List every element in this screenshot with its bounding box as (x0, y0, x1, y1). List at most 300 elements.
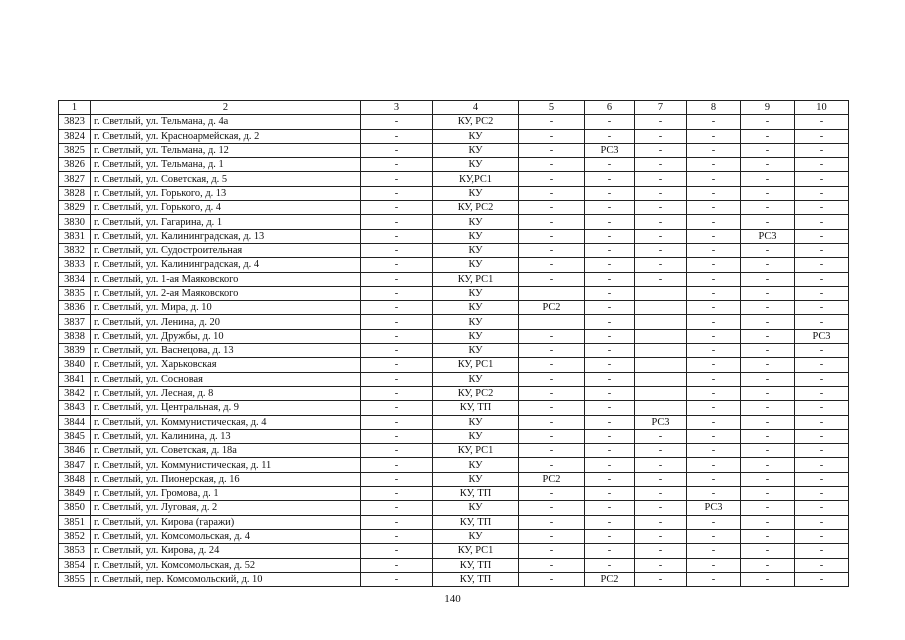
header-cell: 6 (585, 101, 635, 115)
col3-cell: - (361, 501, 433, 515)
col9-cell: - (741, 372, 795, 386)
col10-cell: РС3 (795, 329, 849, 343)
col9-cell: - (741, 301, 795, 315)
col10-cell: - (795, 229, 849, 243)
col4-cell: КУ (433, 415, 519, 429)
col5-cell: - (519, 158, 585, 172)
col7-cell (635, 372, 687, 386)
col4-cell: КУ (433, 158, 519, 172)
col3-cell: - (361, 186, 433, 200)
table-row (59, 158, 849, 172)
header-row (59, 101, 849, 115)
col3-cell: - (361, 429, 433, 443)
col6-cell: - (585, 229, 635, 243)
row-number-cell: 3847 (59, 458, 91, 472)
col5-cell: - (519, 401, 585, 415)
col3-cell: - (361, 529, 433, 543)
col6-cell: - (585, 472, 635, 486)
col7-cell: - (635, 472, 687, 486)
col10-cell: - (795, 315, 849, 329)
address-cell: г. Светлый, ул. Тельмана, д. 12 (91, 143, 361, 157)
col10-cell: - (795, 344, 849, 358)
col8-cell: - (687, 487, 741, 501)
col4-cell: КУ, ТП (433, 401, 519, 415)
col3-cell: - (361, 201, 433, 215)
col3-cell: - (361, 286, 433, 300)
address-cell: г. Светлый, ул. Тельмана, д. 4а (91, 115, 361, 129)
col10-cell: - (795, 186, 849, 200)
col8-cell: - (687, 458, 741, 472)
table-row (59, 515, 849, 529)
col3-cell: - (361, 272, 433, 286)
col9-cell: - (741, 429, 795, 443)
col5-cell: - (519, 358, 585, 372)
col9-cell: - (741, 201, 795, 215)
col4-cell: КУ (433, 344, 519, 358)
col5-cell: - (519, 329, 585, 343)
col7-cell: - (635, 501, 687, 515)
col3-cell: - (361, 143, 433, 157)
table-row (59, 415, 849, 429)
header-cell: 8 (687, 101, 741, 115)
col6-cell: - (585, 358, 635, 372)
col10-cell: - (795, 515, 849, 529)
col10-cell: - (795, 415, 849, 429)
col4-cell: КУ (433, 315, 519, 329)
col3-cell: - (361, 458, 433, 472)
col7-cell (635, 329, 687, 343)
table-row (59, 487, 849, 501)
col4-cell: КУ (433, 501, 519, 515)
col6-cell: - (585, 415, 635, 429)
col10-cell: - (795, 501, 849, 515)
table-row (59, 229, 849, 243)
table-row (59, 558, 849, 572)
col5-cell: - (519, 372, 585, 386)
table-row (59, 186, 849, 200)
row-number-cell: 3824 (59, 129, 91, 143)
col4-cell: КУ, ТП (433, 515, 519, 529)
col10-cell: - (795, 172, 849, 186)
col6-cell: - (585, 129, 635, 143)
header-cell: 10 (795, 101, 849, 115)
row-number-cell: 3832 (59, 243, 91, 257)
col3-cell: - (361, 158, 433, 172)
col7-cell (635, 301, 687, 315)
col8-cell: - (687, 558, 741, 572)
col4-cell: КУ (433, 258, 519, 272)
col3-cell: - (361, 258, 433, 272)
col10-cell: - (795, 458, 849, 472)
col9-cell: - (741, 572, 795, 586)
col6-cell: - (585, 401, 635, 415)
row-number-cell: 3837 (59, 315, 91, 329)
col9-cell: - (741, 558, 795, 572)
col6-cell: - (585, 215, 635, 229)
col9-cell: - (741, 358, 795, 372)
address-cell: г. Светлый, ул. Калининградская, д. 4 (91, 258, 361, 272)
col8-cell: - (687, 386, 741, 400)
row-number-cell: 3829 (59, 201, 91, 215)
col5-cell: - (519, 487, 585, 501)
col5-cell (519, 315, 585, 329)
col7-cell: - (635, 558, 687, 572)
col5-cell: РС2 (519, 472, 585, 486)
table-row (59, 286, 849, 300)
col8-cell: - (687, 429, 741, 443)
col7-cell: - (635, 487, 687, 501)
col4-cell: КУ (433, 186, 519, 200)
row-number-cell: 3835 (59, 286, 91, 300)
header-cell: 2 (91, 101, 361, 115)
col10-cell: - (795, 386, 849, 400)
col7-cell: - (635, 572, 687, 586)
address-cell: г. Светлый, ул. Мира, д. 10 (91, 301, 361, 315)
col4-cell: КУ (433, 243, 519, 257)
col7-cell: - (635, 172, 687, 186)
col3-cell: - (361, 358, 433, 372)
table-row (59, 429, 849, 443)
col7-cell (635, 358, 687, 372)
row-number-cell: 3836 (59, 301, 91, 315)
col6-cell: - (585, 258, 635, 272)
header-cell: 1 (59, 101, 91, 115)
col6-cell: - (585, 515, 635, 529)
col6-cell: - (585, 315, 635, 329)
row-number-cell: 3852 (59, 529, 91, 543)
col7-cell: РС3 (635, 415, 687, 429)
col8-cell: - (687, 286, 741, 300)
col4-cell: КУ, РС2 (433, 386, 519, 400)
col5-cell: - (519, 572, 585, 586)
row-number-cell: 3843 (59, 401, 91, 415)
col3-cell: - (361, 372, 433, 386)
table-row (59, 472, 849, 486)
col4-cell: КУ (433, 129, 519, 143)
address-cell: г. Светлый, ул. Коммунистическая, д. 4 (91, 415, 361, 429)
col7-cell: - (635, 544, 687, 558)
address-cell: г. Светлый, ул. Дружбы, д. 10 (91, 329, 361, 343)
col4-cell: КУ (433, 429, 519, 443)
table-row (59, 329, 849, 343)
col9-cell: - (741, 415, 795, 429)
col10-cell: - (795, 201, 849, 215)
col6-cell: - (585, 329, 635, 343)
address-cell: г. Светлый, ул. Харьковская (91, 358, 361, 372)
table-row (59, 301, 849, 315)
col9-cell: - (741, 143, 795, 157)
col3-cell: - (361, 115, 433, 129)
address-cell: г. Светлый, ул. Кирова, д. 24 (91, 544, 361, 558)
col10-cell: - (795, 558, 849, 572)
address-cell: г. Светлый, ул. Калининградская, д. 13 (91, 229, 361, 243)
col3-cell: - (361, 444, 433, 458)
table-row (59, 258, 849, 272)
header-cell: 7 (635, 101, 687, 115)
col6-cell: - (585, 272, 635, 286)
row-number-cell: 3854 (59, 558, 91, 572)
address-cell: г. Светлый, пер. Комсомольский, д. 10 (91, 572, 361, 586)
col8-cell: - (687, 544, 741, 558)
address-cell: г. Светлый, ул. Горького, д. 4 (91, 201, 361, 215)
col9-cell: - (741, 501, 795, 515)
col4-cell: КУ (433, 229, 519, 243)
col4-cell: КУ, РС1 (433, 444, 519, 458)
col3-cell: - (361, 215, 433, 229)
col6-cell: - (585, 172, 635, 186)
col4-cell: КУ (433, 372, 519, 386)
table-row (59, 386, 849, 400)
col7-cell: - (635, 129, 687, 143)
col8-cell: - (687, 115, 741, 129)
col6-cell: - (585, 429, 635, 443)
col7-cell: - (635, 143, 687, 157)
header-cell: 4 (433, 101, 519, 115)
col5-cell: - (519, 444, 585, 458)
col4-cell: КУ (433, 215, 519, 229)
row-number-cell: 3825 (59, 143, 91, 157)
row-number-cell: 3844 (59, 415, 91, 429)
col9-cell: - (741, 386, 795, 400)
col9-cell: РС3 (741, 229, 795, 243)
col6-cell: - (585, 458, 635, 472)
col7-cell: - (635, 515, 687, 529)
row-number-cell: 3840 (59, 358, 91, 372)
col4-cell: КУ (433, 301, 519, 315)
col6-cell: - (585, 386, 635, 400)
col8-cell: - (687, 372, 741, 386)
col4-cell: КУ, РС2 (433, 201, 519, 215)
col8-cell: - (687, 315, 741, 329)
col8-cell: - (687, 172, 741, 186)
address-cell: г. Светлый, ул. Коммунистическая, д. 11 (91, 458, 361, 472)
col5-cell: - (519, 429, 585, 443)
col9-cell: - (741, 329, 795, 343)
col5-cell: - (519, 415, 585, 429)
table-row (59, 544, 849, 558)
col8-cell: РС3 (687, 501, 741, 515)
row-number-cell: 3830 (59, 215, 91, 229)
row-number-cell: 3848 (59, 472, 91, 486)
col9-cell: - (741, 186, 795, 200)
col5-cell: - (519, 172, 585, 186)
header-cell: 5 (519, 101, 585, 115)
col6-cell: РС2 (585, 572, 635, 586)
col4-cell: КУ, ТП (433, 487, 519, 501)
col8-cell: - (687, 272, 741, 286)
col8-cell: - (687, 229, 741, 243)
address-cell: г. Светлый, ул. Горького, д. 13 (91, 186, 361, 200)
row-number-cell: 3826 (59, 158, 91, 172)
col3-cell: - (361, 472, 433, 486)
col10-cell: - (795, 158, 849, 172)
table-row (59, 243, 849, 257)
address-cell: г. Светлый, ул. Комсомольская, д. 4 (91, 529, 361, 543)
address-cell: г. Светлый, ул. Судостроительная (91, 243, 361, 257)
col6-cell: - (585, 301, 635, 315)
col6-cell: - (585, 243, 635, 257)
col3-cell: - (361, 415, 433, 429)
table-row (59, 201, 849, 215)
col8-cell: - (687, 358, 741, 372)
col7-cell: - (635, 186, 687, 200)
col3-cell: - (361, 386, 433, 400)
data-table (58, 100, 849, 587)
col9-cell: - (741, 315, 795, 329)
table-row (59, 129, 849, 143)
col8-cell: - (687, 529, 741, 543)
col3-cell: - (361, 572, 433, 586)
address-cell: г. Светлый, ул. Гагарина, д. 1 (91, 215, 361, 229)
col7-cell: - (635, 444, 687, 458)
col6-cell: - (585, 501, 635, 515)
col5-cell: - (519, 258, 585, 272)
col3-cell: - (361, 487, 433, 501)
row-number-cell: 3823 (59, 115, 91, 129)
col3-cell: - (361, 544, 433, 558)
col8-cell: - (687, 143, 741, 157)
col9-cell: - (741, 344, 795, 358)
col7-cell: - (635, 215, 687, 229)
col8-cell: - (687, 258, 741, 272)
col4-cell: КУ, РС1 (433, 272, 519, 286)
address-cell: г. Светлый, ул. Громова, д. 1 (91, 487, 361, 501)
row-number-cell: 3849 (59, 487, 91, 501)
col10-cell: - (795, 358, 849, 372)
col5-cell: - (519, 515, 585, 529)
col3-cell: - (361, 301, 433, 315)
col6-cell: - (585, 444, 635, 458)
col4-cell: КУ, РС1 (433, 544, 519, 558)
col10-cell: - (795, 258, 849, 272)
col7-cell: - (635, 458, 687, 472)
address-cell: г. Светлый, ул. Кирова (гаражи) (91, 515, 361, 529)
table-row (59, 344, 849, 358)
col7-cell (635, 315, 687, 329)
col5-cell: - (519, 544, 585, 558)
col7-cell (635, 344, 687, 358)
col3-cell: - (361, 129, 433, 143)
col5-cell: - (519, 386, 585, 400)
address-cell: г. Светлый, ул. Луговая, д. 2 (91, 501, 361, 515)
col5-cell: - (519, 344, 585, 358)
col4-cell: КУ, РС2 (433, 115, 519, 129)
col5-cell: - (519, 229, 585, 243)
col3-cell: - (361, 315, 433, 329)
table-row (59, 315, 849, 329)
row-number-cell: 3831 (59, 229, 91, 243)
col10-cell: - (795, 429, 849, 443)
address-cell: г. Светлый, ул. Лесная, д. 8 (91, 386, 361, 400)
row-number-cell: 3851 (59, 515, 91, 529)
table-row (59, 143, 849, 157)
col5-cell: - (519, 115, 585, 129)
table-row (59, 272, 849, 286)
col8-cell: - (687, 186, 741, 200)
col9-cell: - (741, 129, 795, 143)
col10-cell: - (795, 272, 849, 286)
table-row (59, 572, 849, 586)
col9-cell: - (741, 272, 795, 286)
col5-cell: - (519, 215, 585, 229)
address-cell: г. Светлый, ул. Комсомольская, д. 52 (91, 558, 361, 572)
col10-cell: - (795, 243, 849, 257)
row-number-cell: 3838 (59, 329, 91, 343)
address-cell: г. Светлый, ул. Сосновая (91, 372, 361, 386)
address-cell: г. Светлый, ул. Тельмана, д. 1 (91, 158, 361, 172)
col9-cell: - (741, 172, 795, 186)
col5-cell: - (519, 186, 585, 200)
address-cell: г. Светлый, ул. Красноармейская, д. 2 (91, 129, 361, 143)
col9-cell: - (741, 515, 795, 529)
col8-cell: - (687, 129, 741, 143)
col3-cell: - (361, 243, 433, 257)
address-cell: г. Светлый, ул. 2-ая Маяковского (91, 286, 361, 300)
table-row (59, 358, 849, 372)
col9-cell: - (741, 529, 795, 543)
col6-cell: - (585, 344, 635, 358)
col9-cell: - (741, 444, 795, 458)
row-number-cell: 3839 (59, 344, 91, 358)
row-number-cell: 3833 (59, 258, 91, 272)
col8-cell: - (687, 215, 741, 229)
col10-cell: - (795, 472, 849, 486)
col8-cell: - (687, 158, 741, 172)
address-cell: г. Светлый, ул. Калинина, д. 13 (91, 429, 361, 443)
row-number-cell: 3841 (59, 372, 91, 386)
table-row (59, 172, 849, 186)
table-row (59, 529, 849, 543)
col9-cell: - (741, 472, 795, 486)
col5-cell: РС2 (519, 301, 585, 315)
col8-cell: - (687, 301, 741, 315)
header-cell: 9 (741, 101, 795, 115)
page-number: 140 (444, 593, 461, 605)
col3-cell: - (361, 401, 433, 415)
col9-cell: - (741, 544, 795, 558)
col8-cell: - (687, 243, 741, 257)
col7-cell: - (635, 529, 687, 543)
col9-cell: - (741, 115, 795, 129)
col4-cell: КУ (433, 329, 519, 343)
col10-cell: - (795, 143, 849, 157)
col8-cell: - (687, 201, 741, 215)
table-row (59, 458, 849, 472)
col10-cell: - (795, 286, 849, 300)
col8-cell: - (687, 515, 741, 529)
col5-cell (519, 286, 585, 300)
col8-cell: - (687, 572, 741, 586)
col7-cell (635, 286, 687, 300)
col8-cell: - (687, 415, 741, 429)
col10-cell: - (795, 487, 849, 501)
col4-cell: КУ, ТП (433, 558, 519, 572)
row-number-cell: 3855 (59, 572, 91, 586)
row-number-cell: 3842 (59, 386, 91, 400)
col7-cell: - (635, 201, 687, 215)
table-row (59, 401, 849, 415)
col10-cell: - (795, 301, 849, 315)
table-row (59, 501, 849, 515)
col7-cell: - (635, 158, 687, 172)
col3-cell: - (361, 344, 433, 358)
col7-cell (635, 386, 687, 400)
address-cell: г. Светлый, ул. Ленина, д. 20 (91, 315, 361, 329)
col6-cell: - (585, 286, 635, 300)
col9-cell: - (741, 487, 795, 501)
col7-cell: - (635, 243, 687, 257)
col5-cell: - (519, 129, 585, 143)
